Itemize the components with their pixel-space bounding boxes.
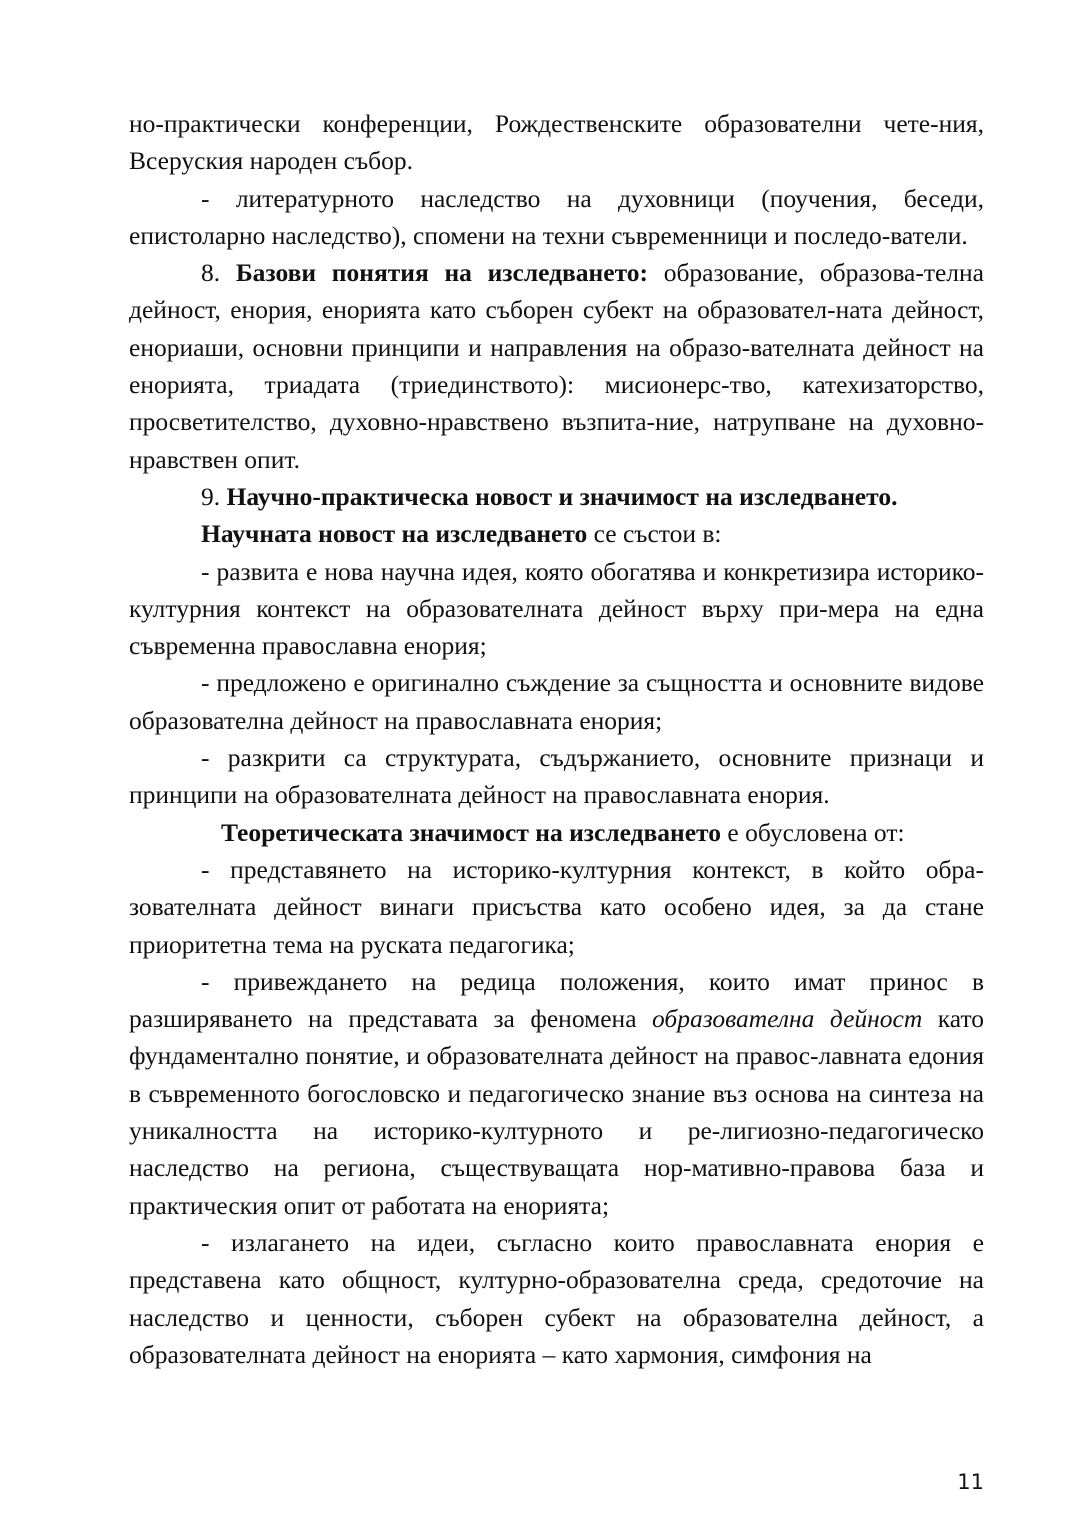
paragraph: - развита е нова научна идея, която обогатява и конкретизира историко-културния контекст на образователната дейност върху при-мера на една съвременна православна енория; bbox=[129, 556, 984, 661]
paragraph-text: като фундаментално понятие, и образователната дейност на правос-лавната едония в съвременното богословско и педагогическо знание въз основа на синтеза на уникалността на историко-културното и ре-лигиозно-педагогическо наследство на региона, съществуващата нор-мативно-правова база и практическия опит от работата на енорията; bbox=[129, 1004, 985, 1220]
bold-term: Теоретическата значимост на изследването bbox=[221, 817, 721, 847]
paragraph-text: - привеждането на редица положения, които имат принос в разширяването на представата за феномена bbox=[129, 966, 984, 1034]
bold-term: Базови понятия на изследването: bbox=[235, 258, 648, 288]
paragraph bbox=[129, 515, 984, 552]
italic-term: образователна дейност bbox=[652, 1004, 923, 1034]
paragraph-text: е обусловена от: bbox=[721, 817, 905, 847]
paragraph: но-практически конференции, Рождественските образователни чете-ния, Всеруския народен събор. bbox=[129, 109, 984, 176]
paragraph bbox=[129, 963, 984, 1224]
paragraph: - литературното наследство на духовници (поучения, беседи, епистоларно наследство), спомени на техни съвременници и последо-ватели. bbox=[129, 183, 984, 250]
paragraph bbox=[129, 254, 984, 478]
paragraph bbox=[129, 478, 984, 515]
section-heading: Научно-практическа новост и значимост на изследването. bbox=[226, 481, 898, 511]
document-body bbox=[129, 105, 984, 1373]
paragraph-text: образование, образова-телна дейност, енория, енорията като съборен субект на образовател-ната дейност, енориаши, основни принципи и направления на образо-вателната дейност на енорията, триадата (триединството): мисионерс-тво, катехизаторство, просветителство, духовно-нравствено възпита-ние, натрупване на духовно-нравствен опит. bbox=[129, 258, 984, 474]
paragraph bbox=[129, 814, 984, 851]
paragraph: - разкрити са структурата, съдържанието, основните признаци и принципи на образователната дейност на православната енория. bbox=[129, 743, 984, 810]
paragraph-text: се състои в: bbox=[587, 519, 722, 549]
section-number: 8. bbox=[201, 258, 236, 288]
paragraph: - излагането на идеи, съгласно които православната енория е представена като общност, културно-образователна среда, средоточие на наследство и ценности, съборен субект на образователна дейност, а образователната дейност на енорията – като хармония, симфония на bbox=[129, 1227, 984, 1369]
paragraph: - представянето на историко-културния контекст, в който обра-зователната дейност винаги присъства като особено идея, за да стане приоритетна тема на руската педагогика; bbox=[129, 854, 984, 959]
paragraph: - предложено е оригинално съждение за същността и основните видове образователна дейност на православната енория; bbox=[129, 668, 984, 735]
page-number: 11 bbox=[957, 1470, 984, 1494]
bold-term: Научната новост на изследването bbox=[201, 519, 588, 549]
section-number: 9. bbox=[201, 481, 227, 511]
